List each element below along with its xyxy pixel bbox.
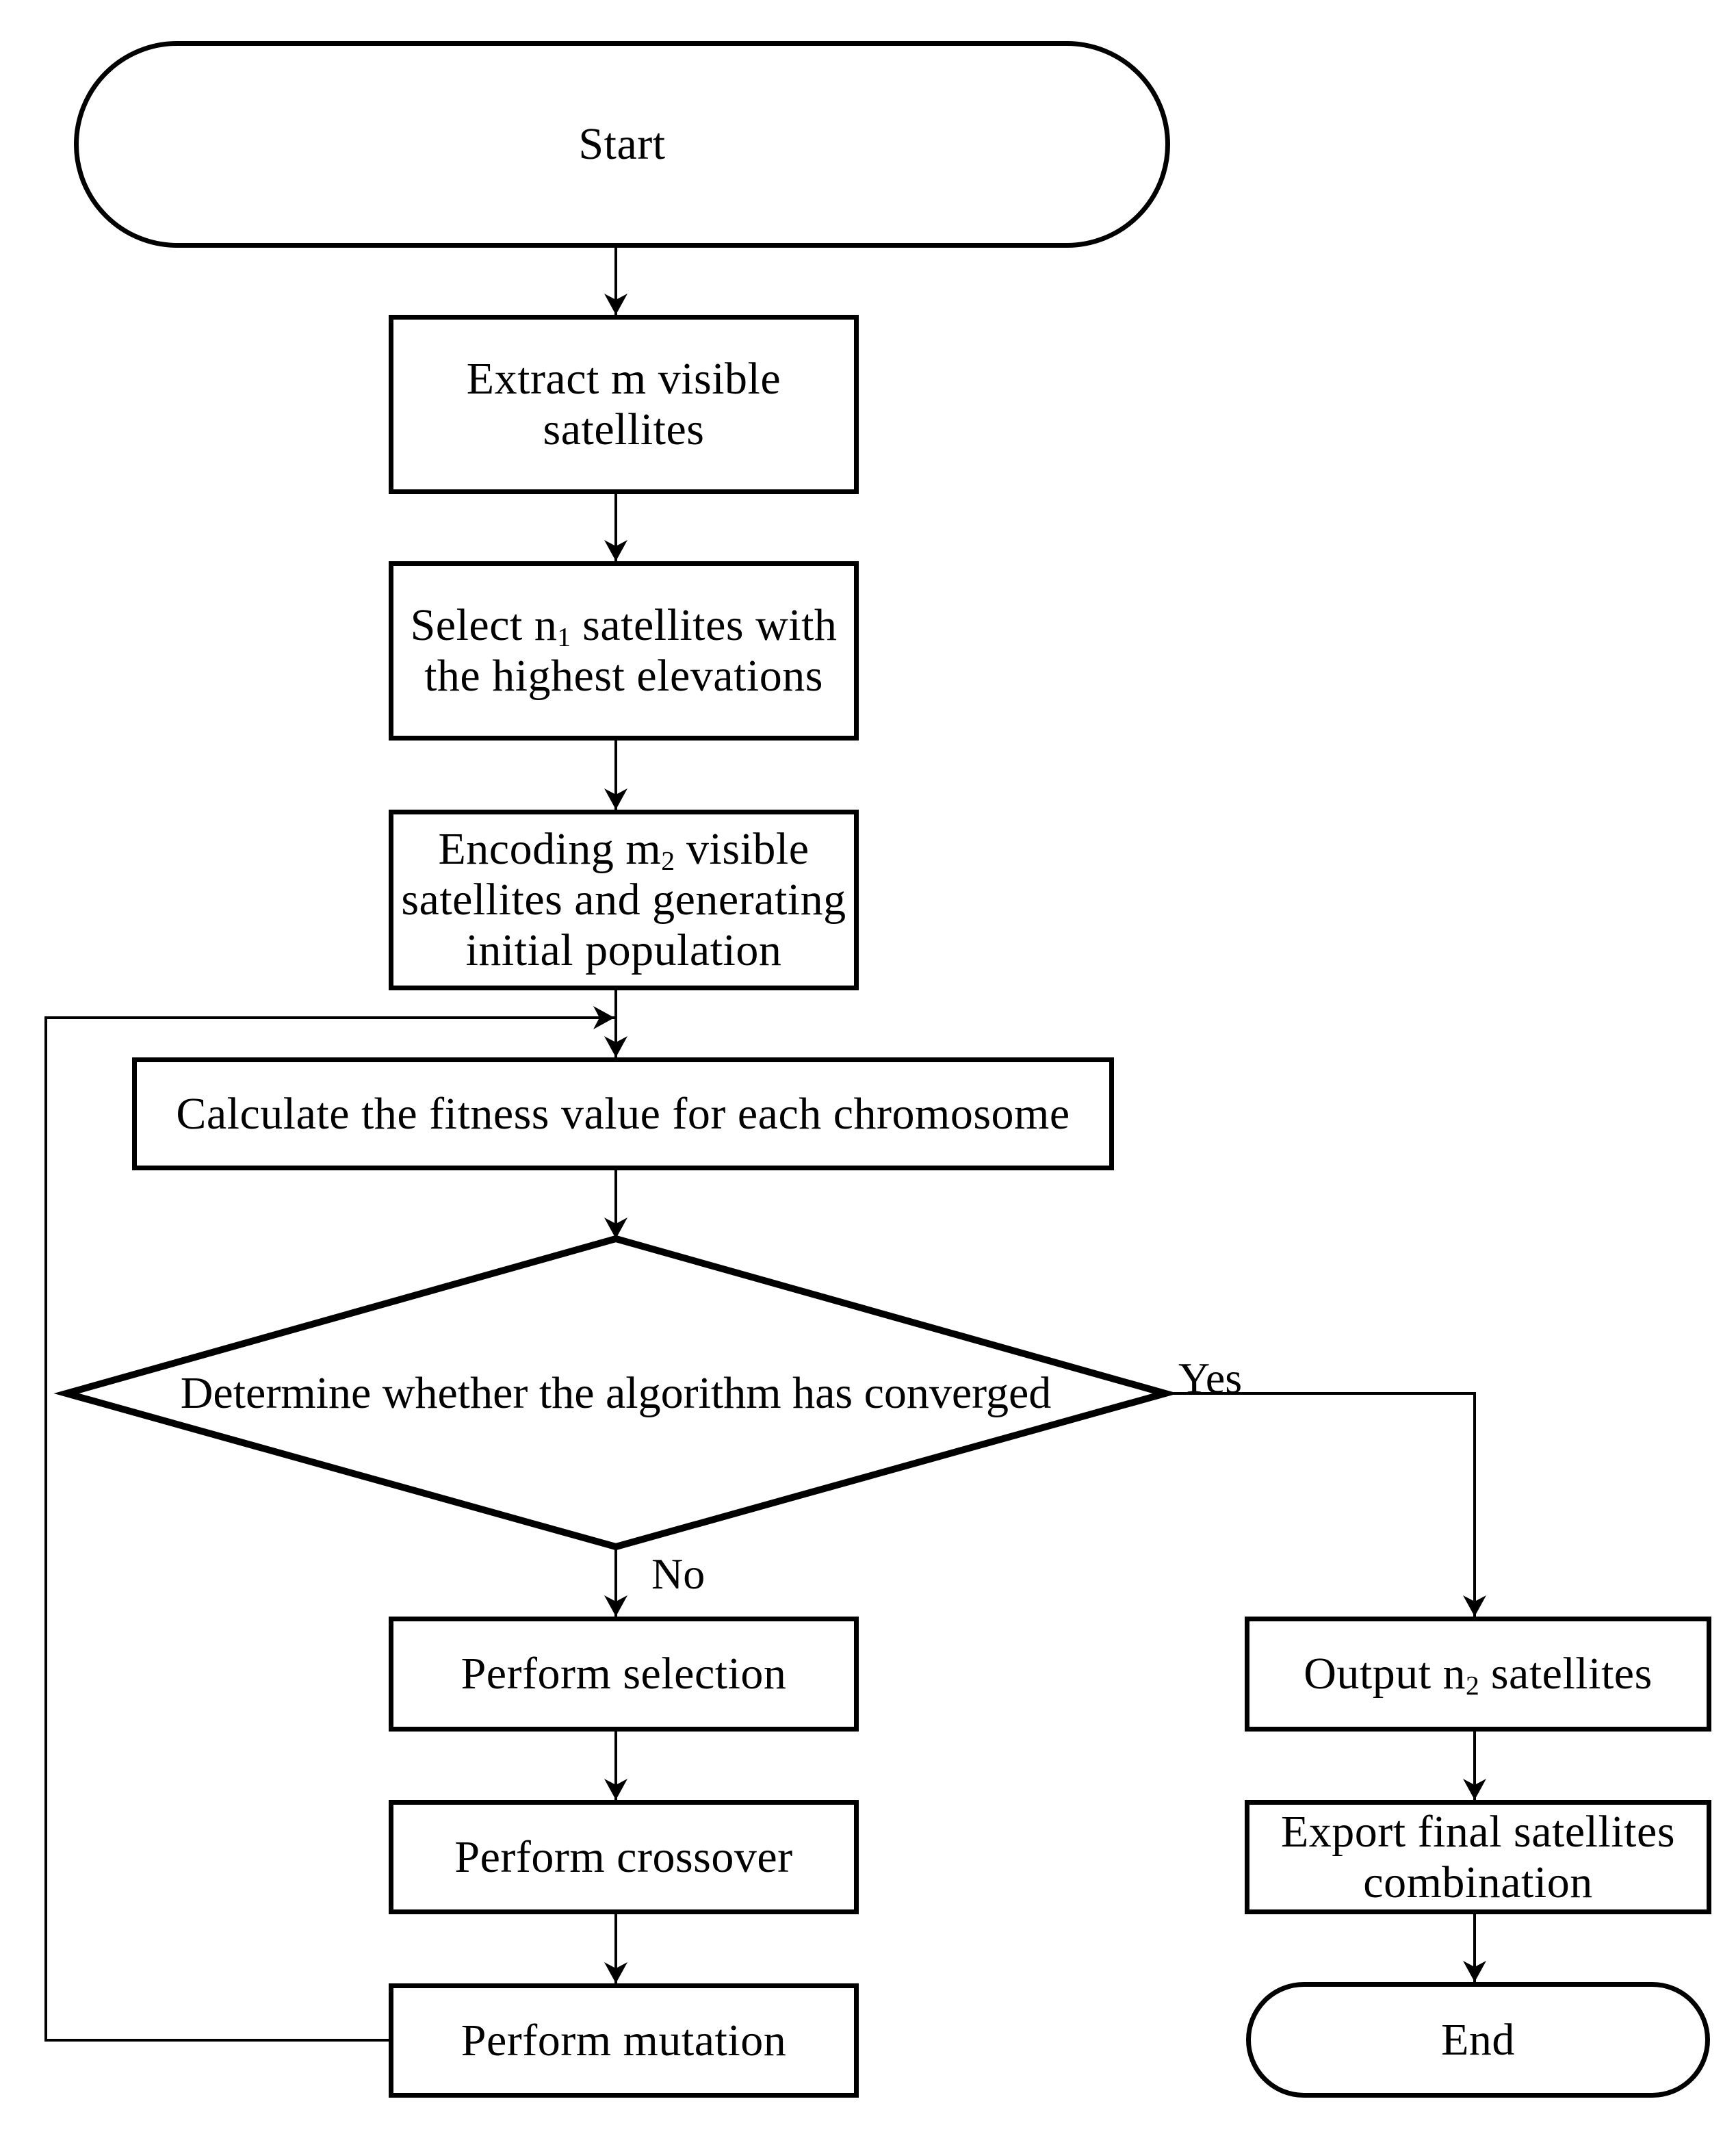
node-encoding-line3: initial population <box>465 925 782 975</box>
node-select-highest-elevations <box>389 561 859 741</box>
node-mutation-label: Perform mutation <box>461 2015 787 2066</box>
node-encoding-line1: Encoding $m_2$ visible <box>438 824 809 876</box>
node-calculate-label: Calculate the fitness value for each chromosome <box>176 1088 1070 1139</box>
node-output-line1: Output $n_2$ satellites <box>1304 1649 1653 1701</box>
node-perform-mutation <box>389 1983 859 2098</box>
edge-decision-yes-output <box>1165 1393 1475 1617</box>
node-end <box>1246 1982 1710 2098</box>
node-decision-converged <box>82 1368 1150 1419</box>
node-end-label: End <box>1441 2014 1515 2065</box>
node-extract-line1: Extract m visible <box>466 354 781 404</box>
node-output-satellites <box>1245 1617 1711 1732</box>
node-decision-label: Determine whether the algorithm has converged <box>180 1367 1052 1418</box>
node-encoding-line2: satellites and generating <box>401 875 846 925</box>
subscript-1: 1 <box>557 621 571 652</box>
subscript-2: 2 <box>1466 1670 1479 1701</box>
node-encoding-initial-population <box>389 810 859 990</box>
node-export-line1: Export final satellites <box>1280 1806 1675 1857</box>
node-extract-visible-satellites <box>389 315 859 494</box>
node-start <box>74 41 1170 248</box>
node-export-line2: combination <box>1363 1857 1593 1907</box>
no-branch-label: No <box>651 1549 705 1598</box>
subscript-2: 2 <box>661 845 675 876</box>
node-start-label: Start <box>578 119 666 170</box>
node-select-line2: the highest elevations <box>424 651 823 701</box>
node-perform-selection <box>389 1617 859 1732</box>
yes-branch-label: Yes <box>1178 1354 1243 1402</box>
node-selection-label: Perform selection <box>461 1649 787 1699</box>
node-extract-line2: satellites <box>543 404 705 454</box>
node-crossover-label: Perform crossover <box>454 1831 793 1882</box>
node-export-combination <box>1245 1800 1711 1914</box>
node-perform-crossover <box>389 1800 859 1914</box>
node-calculate-fitness <box>132 1057 1114 1170</box>
node-select-line1: Select $n_1$ satellites with <box>410 600 838 652</box>
